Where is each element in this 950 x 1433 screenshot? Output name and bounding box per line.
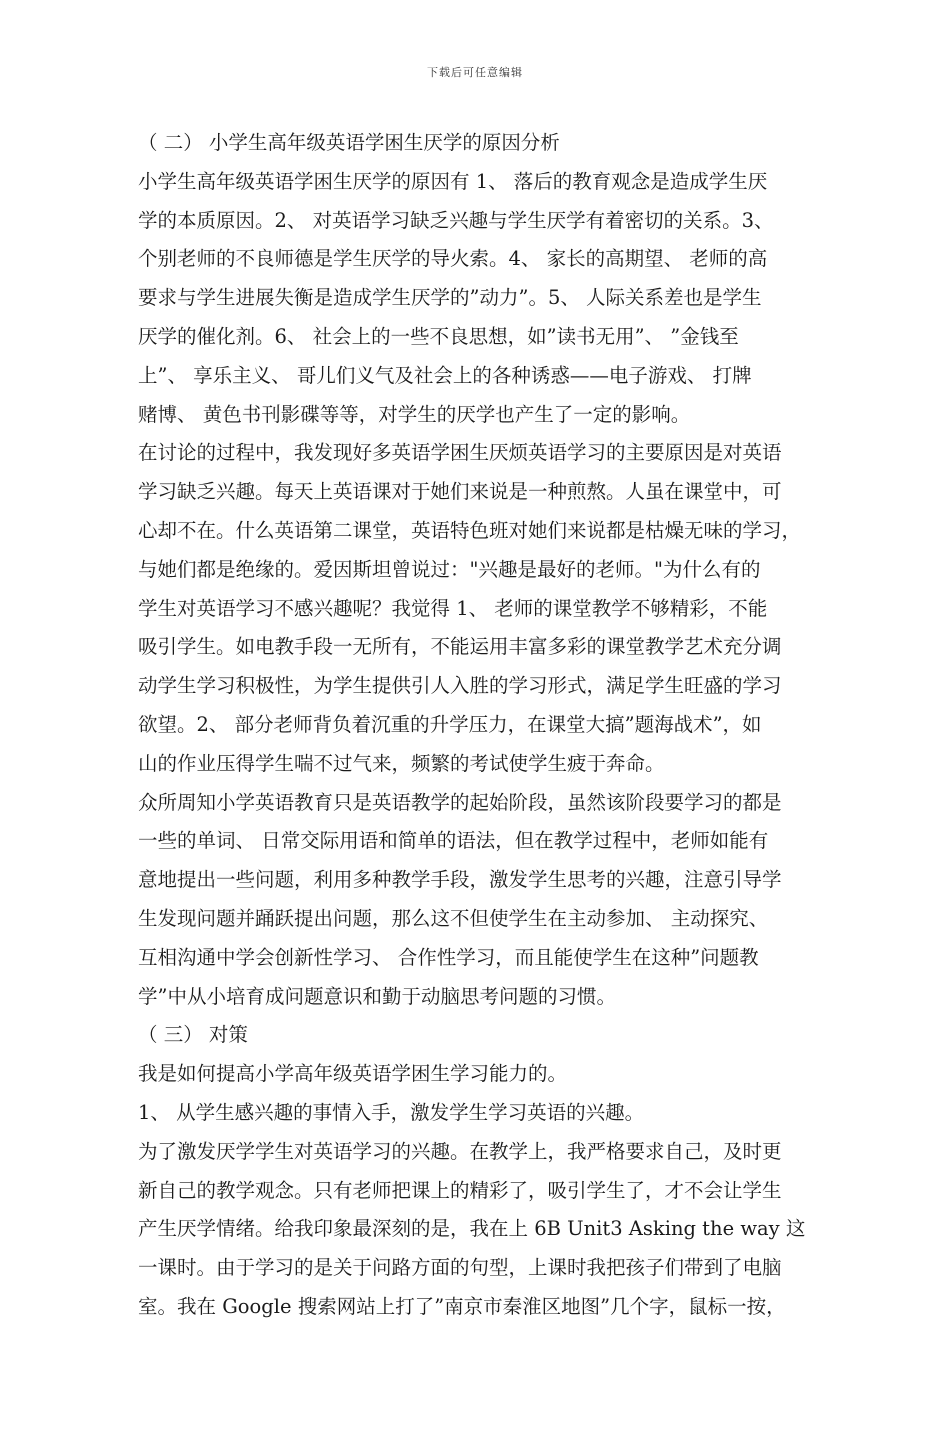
- text-line: 生发现问题并踊跃提出问题，那么这不但使学生在主动参加、 主动探究、: [138, 906, 769, 930]
- text-line: 吸引学生。如电教手段一无所有，不能运用丰富多彩的课堂教学艺术充分调: [138, 635, 782, 659]
- text-line: 要求与学生进展失衡是造成学生厌学的”动力”。5、 人际关系差也是学生: [138, 286, 762, 310]
- text-line: 与她们都是绝缘的。爱因斯坦曾说过："兴趣是最好的老师。"为什么有的: [138, 557, 761, 581]
- text-line: 1、 从学生感兴趣的事情入手，激发学生学习英语的兴趣。: [138, 1100, 645, 1124]
- text-line: 在讨论的过程中，我发现好多英语学困生厌烦英语学习的主要原因是对英语: [138, 441, 782, 465]
- text-line: 学习缺乏兴趣。每天上英语课对于她们来说是一种煎熬。人虽在课堂中，可: [138, 480, 782, 504]
- text-line: 为了激发厌学学生对英语学习的兴趣。在教学上，我严格要求自己，及时更: [138, 1139, 782, 1163]
- text-line: 学的本质原因。2、 对英语学习缺乏兴趣与学生厌学有着密切的关系。3、: [138, 208, 774, 232]
- text-line: 一些的单词、 日常交际用语和简单的语法，但在教学过程中，老师如能有: [138, 829, 769, 853]
- text-line: 赌博、 黄色书刊影碟等等，对学生的厌学也产生了一定的影响。: [138, 402, 691, 426]
- text-line: 新自己的教学观念。只有老师把课上的精彩了，吸引学生了，才不会让学生: [138, 1178, 782, 1202]
- text-line: 个别老师的不良师德是学生厌学的导火索。4、 家长的高期望、 老师的高: [138, 247, 768, 271]
- text-line: 互相沟通中学会创新性学习、 合作性学习，而且能使学生在这种”问题教: [138, 945, 759, 969]
- text-line: （ 三） 对策: [138, 1023, 248, 1047]
- text-line: （ 二） 小学生高年级英语学困生厌学的原因分析: [138, 131, 560, 154]
- text-line: 产生厌学情绪。给我印象最深刻的是，我在上 6B Unit3 Asking the way 这: [138, 1217, 806, 1241]
- text-line: 厌学的催化剂。6、 社会上的一些不良思想，如”读书无用”、 ”金钱至: [138, 324, 739, 348]
- text-line: 室。我在 Google 搜索网站上打了”南京市秦淮区地图”几个字，鼠标一按，: [138, 1294, 786, 1318]
- text-line: 小学生高年级英语学困生厌学的原因有 1、 落后的教育观念是造成学生厌: [138, 169, 768, 193]
- text-line: 学生对英语学习不感兴趣呢？我觉得 1、 老师的课堂教学不够精彩，不能: [138, 596, 768, 620]
- text-line: 我是如何提高小学高年级英语学困生学习能力的。: [138, 1062, 568, 1086]
- text-line: 山的作业压得学生喘不过气来，频繁的考试使学生疲于奔命。: [138, 751, 665, 775]
- document-body: [138, 124, 866, 1327]
- text-line: 一课时。由于学习的是关于问路方面的句型，上课时我把孩子们带到了电脑: [138, 1256, 782, 1280]
- text-line: 学”中从小培育成问题意识和勤于动脑思考问题的习惯。: [138, 984, 616, 1008]
- header-note: 下载后可任意编辑: [427, 66, 523, 79]
- text-line: 心却不在。什么英语第二课堂，英语特色班对她们来说都是枯燥无味的学习，: [138, 518, 802, 542]
- text-line: 众所周知小学英语教育只是英语教学的起始阶段，虽然该阶段要学习的都是: [138, 790, 782, 814]
- text-line: 上”、 享乐主义、 哥儿们义气及社会上的各种诱惑——电子游戏、 打牌: [138, 363, 752, 387]
- text-line: 意地提出一些问题，利用多种教学手段，激发学生思考的兴趣，注意引导学: [138, 868, 782, 892]
- text-line: 动学生学习积极性，为学生提供引人入胜的学习形式，满足学生旺盛的学习: [138, 674, 782, 698]
- text-line: 欲望。2、 部分老师背负着沉重的升学压力，在课堂大搞”题海战术”，如: [138, 712, 762, 736]
